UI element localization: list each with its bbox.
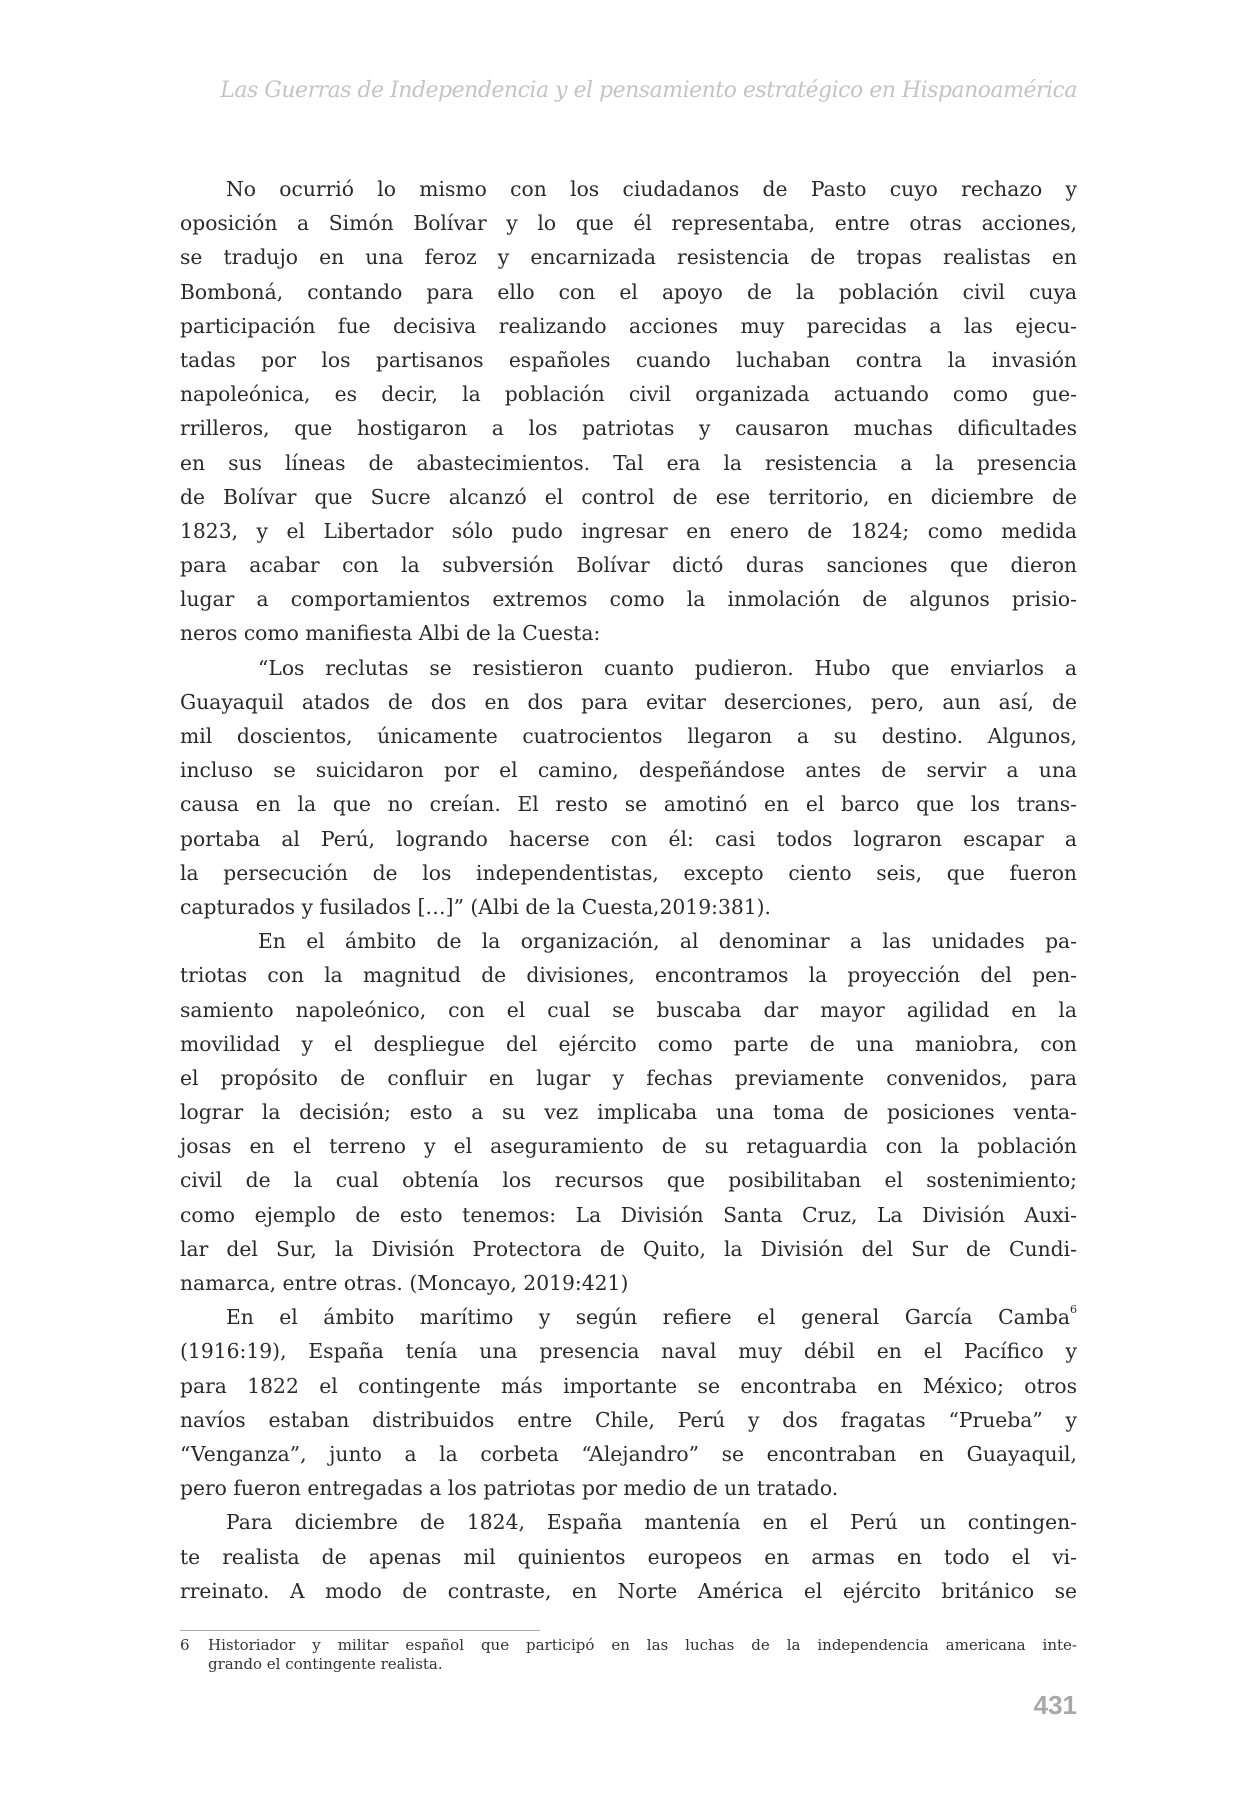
text-line (180, 822, 1077, 856)
text-line (180, 548, 1077, 582)
text-line (180, 616, 1077, 650)
footnote-reference[interactable]: 6 (1070, 1303, 1077, 1317)
text-line (180, 1300, 1077, 1334)
body-text (180, 172, 1077, 1608)
line-text: lograr la decisión; esto a su vez implicaba una toma de posiciones venta- (180, 1100, 1077, 1125)
text-line (180, 958, 1077, 992)
text-line (180, 206, 1077, 240)
text-line (180, 719, 1077, 753)
text-line (180, 685, 1077, 719)
line-text: josas en el terreno y el aseguramiento de su retaguardia con la población (180, 1134, 1077, 1159)
text-line (180, 1266, 1077, 1300)
text-line (180, 480, 1077, 514)
text-line (180, 1574, 1077, 1608)
line-text: para 1822 el contingente más importante se encontraba en México; otros (180, 1373, 1077, 1398)
paragraph (180, 1505, 1077, 1608)
line-text: Guayaquil atados de dos en dos para evitar deserciones, pero, aun así, de (180, 689, 1077, 714)
text-line (180, 1232, 1077, 1266)
line-text: capturados y fusilados […]” (Albi de la Cuesta,2019:381). (180, 894, 772, 919)
line-text: rrilleros, que hostigaron a los patriotas y causaron muchas dificultades (180, 416, 1077, 441)
page-number: 431 (1033, 1690, 1077, 1720)
line-text: lar del Sur, la División Protectora de Quito, la División del Sur de Cundi- (180, 1236, 1077, 1261)
text-line (180, 1095, 1077, 1129)
line-text: navíos estaban distribuidos entre Chile, Perú y dos fragatas “Prueba” y (180, 1407, 1077, 1432)
line-text: de Bolívar que Sucre alcanzó el control de ese territorio, en diciembre de (180, 484, 1077, 509)
text-line (180, 309, 1077, 343)
text-line (180, 993, 1077, 1027)
line-text: “Los reclutas se resistieron cuanto pudieron. Hubo que enviarlos a (258, 655, 1077, 680)
line-text: se tradujo en una feroz y encarnizada resistencia de tropas realistas en (180, 245, 1077, 270)
text-line (180, 1403, 1077, 1437)
line-text: portaba al Perú, logrando hacerse con él: casi todos lograron escapar a (180, 826, 1077, 851)
footnote (180, 1636, 1077, 1674)
line-text: oposición a Simón Bolívar y lo que él representaba, entre otras acciones, (180, 211, 1077, 236)
text-line (180, 924, 1077, 958)
text-line (180, 172, 1077, 206)
text-line (180, 1505, 1077, 1539)
paragraph (180, 172, 1077, 651)
text-line (180, 1129, 1077, 1163)
footnote-text (208, 1636, 1077, 1674)
line-text: civil de la cual obtenía los recursos que posibilitaban el sostenimiento; (180, 1168, 1077, 1193)
paragraph (180, 1300, 1077, 1505)
line-text: te realista de apenas mil quinientos europeos en armas en todo el vi- (180, 1544, 1077, 1569)
text-line (180, 377, 1077, 411)
line-text: En el ámbito de la organización, al denominar a las unidades pa- (258, 929, 1077, 954)
line-text: napoleónica, es decir, la población civil organizada actuando como gue- (180, 382, 1077, 407)
text-line (180, 1163, 1077, 1197)
line-text: triotas con la magnitud de divisiones, encontramos la proyección del pen- (180, 963, 1077, 988)
line-text: namarca, entre otras. (Moncayo, 2019:421) (180, 1271, 629, 1295)
text-line (180, 787, 1077, 821)
text-line (180, 1198, 1077, 1232)
text-line (180, 1471, 1077, 1505)
footnote-number: 6 (180, 1636, 190, 1654)
text-line (180, 890, 1077, 924)
text-line (180, 856, 1077, 890)
line-text: Bomboná, contando para ello con el apoyo de la población civil cuya (180, 279, 1077, 304)
line-text: rreinato. A modo de contraste, en Norte América el ejército británico se (180, 1578, 1077, 1603)
text-line (180, 343, 1077, 377)
text-line (180, 753, 1077, 787)
text-line (180, 1540, 1077, 1574)
footnote-line: Historiador y militar español que participó en las luchas de la independencia americana inte- (208, 1636, 1077, 1654)
footnote-divider (180, 1630, 540, 1631)
line-text: 1823, y el Libertador sólo pudo ingresar en enero de 1824; como medida (180, 518, 1077, 543)
footnote-line: grando el contingente realista. (208, 1655, 443, 1673)
line-text: samiento napoleónico, con el cual se buscaba dar mayor agilidad en la (180, 997, 1077, 1022)
line-text: causa en la que no creían. El resto se amotinó en el barco que los trans- (180, 792, 1077, 817)
line-text: pero fueron entregadas a los patriotas por medio de un tratado. (180, 1476, 839, 1501)
line-text: mil doscientos, únicamente cuatrocientos llegaron a su destino. Algunos, (180, 724, 1077, 748)
line-text: Para diciembre de 1824, España mantenía en el Perú un contingen- (226, 1510, 1077, 1535)
text-line (180, 1334, 1077, 1368)
text-line (180, 1027, 1077, 1061)
line-text: la persecución de los independentistas, excepto ciento seis, que fueron (180, 860, 1077, 885)
text-line (180, 275, 1077, 309)
line-text: participación fue decisiva realizando acciones muy parecidas a las ejecu- (180, 313, 1077, 338)
line-text: el propósito de confluir en lugar y fechas previamente convenidos, para (180, 1065, 1077, 1090)
line-text: neros como manifiesta Albi de la Cuesta: (180, 621, 601, 646)
text-line (180, 1061, 1077, 1095)
text-line (180, 411, 1077, 445)
line-text: para acabar con la subversión Bolívar dictó duras sanciones que dieron (180, 553, 1077, 578)
line-text: en sus líneas de abastecimientos. Tal era la resistencia a la presencia (180, 450, 1077, 475)
line-text: lugar a comportamientos extremos como la inmolación de algunos prisio- (180, 587, 1077, 612)
line-text: No ocurrió lo mismo con los ciudadanos de Pasto cuyo rechazo y (226, 177, 1077, 201)
text-line (180, 240, 1077, 274)
line-text: incluso se suicidaron por el camino, despeñándose antes de servir a una (180, 758, 1077, 783)
text-line (180, 1369, 1077, 1403)
text-line (180, 651, 1077, 685)
running-head: Las Guerras de Independencia y el pensamiento estratégico en Hispanoamérica (220, 78, 1077, 103)
line-text: (1916:19), España tenía una presencia naval muy débil en el Pacífico y (180, 1339, 1077, 1364)
text-line (180, 582, 1077, 616)
text-line (180, 1437, 1077, 1471)
paragraph (180, 924, 1077, 1300)
text-line (180, 446, 1077, 480)
paragraph (180, 651, 1077, 925)
line-text: “Venganza”, junto a la corbeta “Alejandro” se encontraban en Guayaquil, (180, 1441, 1077, 1466)
line-text: como ejemplo de esto tenemos: La División Santa Cruz, La División Auxi- (180, 1202, 1077, 1227)
line-text: movilidad y el despliegue del ejército como parte de una maniobra, con (180, 1031, 1077, 1056)
line-text: tadas por los partisanos españoles cuando luchaban contra la invasión (180, 347, 1077, 372)
line-text: En el ámbito marítimo y según refiere el general García Camba (226, 1305, 1070, 1330)
text-line (180, 514, 1077, 548)
